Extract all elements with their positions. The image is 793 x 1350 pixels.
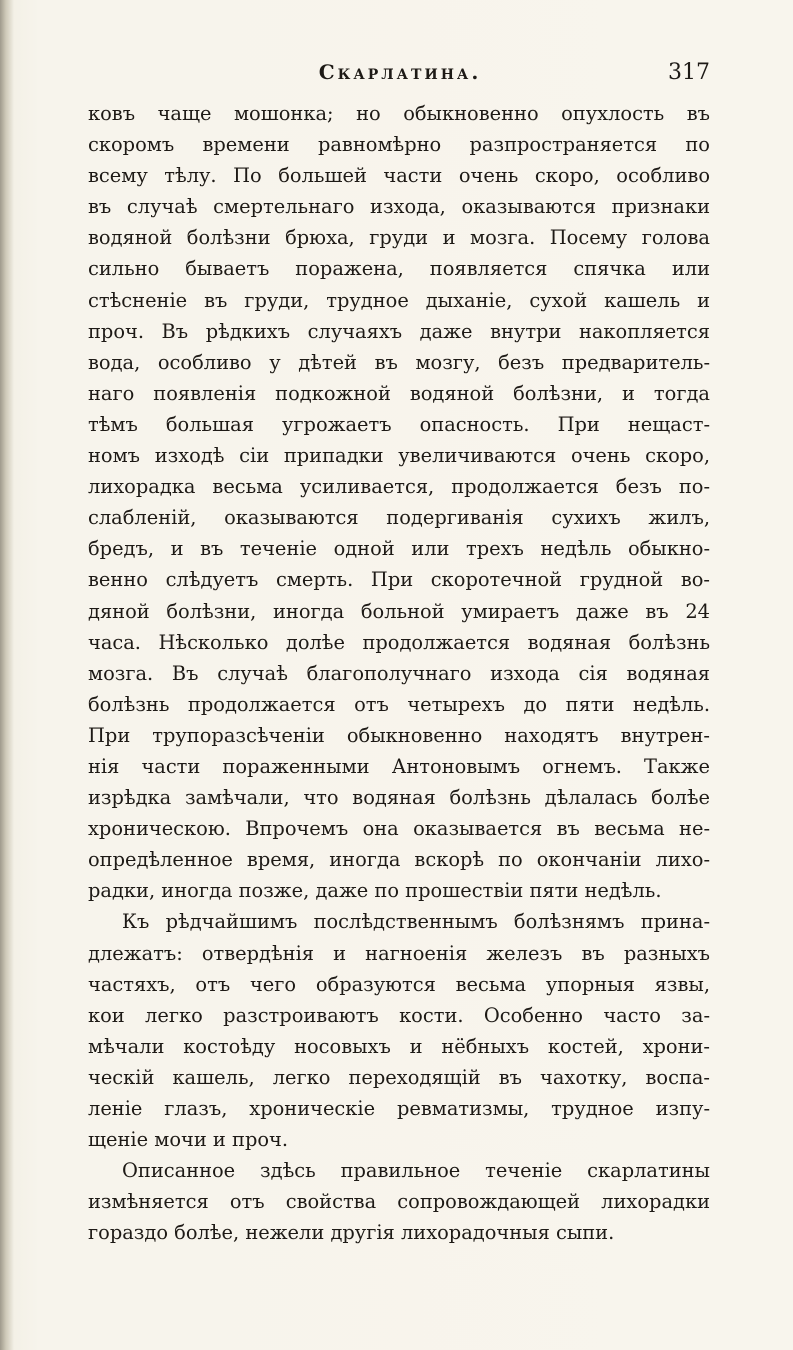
spine-shadow	[0, 0, 14, 1350]
text-line: вода, особливо у дѣтей въ мозгу, безъ предваритель-	[88, 350, 710, 374]
text-line: Къ рѣдчайшимъ послѣдственнымъ болѣзнямъ принa-	[122, 910, 710, 934]
text-line: венно слѣдуетъ смерть. При скоротечной грудной во-	[88, 568, 710, 592]
text-line: хроническою. Впрочемъ она оказывается въ весьма не-	[88, 817, 710, 841]
text-line: стѣсненіе въ груди, трудное дыханіе, сухой кашель и	[88, 288, 710, 312]
text-line: леніе глазъ, хроническіе ревматизмы, трудное изпу-	[88, 1097, 710, 1120]
text-line: Описанное здѣсь правильное теченіе скарлатины	[122, 1159, 710, 1183]
page-title: Скарлатина.	[318, 60, 482, 84]
text-line: всему тѣлу. По большей части очень скоро, особливо	[88, 164, 710, 188]
text-line: щеніе мочи и проч.	[88, 1128, 289, 1152]
text-line: опредѣленное время, иногда вскорѣ по окончаніи лихо-	[88, 848, 710, 872]
text-line: мѣчали костоѣду носовыхъ и нёбныхъ костей, хрони-	[88, 1034, 710, 1058]
running-head	[90, 60, 710, 90]
text-line: тѣмъ большая угрожаетъ опасность. При нещаст-	[88, 412, 710, 436]
text-line: слабленій, оказываются подергиванія сухихъ жилъ,	[88, 506, 710, 530]
page-number: 317	[668, 60, 710, 85]
text-line: мозга. Въ случаѣ благополучнаго изхода сія водяная	[88, 661, 710, 685]
paragraph	[88, 906, 710, 1155]
paragraph	[88, 98, 710, 906]
text-line: измѣняется отъ свойства сопровождающей лихорадки	[88, 1190, 710, 1214]
body-text	[88, 98, 710, 1248]
text-line: гораздо болѣе, нежели другія лихорадочныя сыпи.	[88, 1221, 615, 1245]
text-line: радки, иногда позже, даже по прошествіи пяти недѣль.	[88, 879, 662, 903]
text-line: бредъ, и въ теченіе одной или трехъ недѣль обыкно-	[88, 537, 710, 561]
text-line: кои легко разстроиваютъ кости. Особенно часто за-	[88, 1003, 710, 1027]
paragraph	[88, 1155, 710, 1248]
text-line: наго появленія подкожной водяной болѣзни, и тогда	[88, 381, 710, 405]
text-line: ковъ чаще мошонка; но обыкновенно опухлость въ	[88, 102, 710, 125]
text-line: номъ изходѣ сіи припадки увеличиваются очень скоро,	[88, 444, 710, 468]
text-line: проч. Въ рѣдкихъ случаяхъ даже внутри накопляется	[88, 319, 710, 343]
text-line: изрѣдка замѣчали, что водяная болѣзнь дѣлалась болѣе	[88, 786, 710, 810]
text-line: частяхъ, отъ чего образуются весьма упорныя язвы,	[88, 972, 710, 996]
text-line: При трупоразсѣченіи обыкновенно находятъ внутрен-	[88, 723, 710, 747]
text-line: ческій кашель, легко переходящій въ чахотку, воспа-	[88, 1065, 710, 1089]
text-line: сильно бываетъ поражена, появляется спячка или	[88, 257, 710, 281]
text-line: дяной болѣзни, иногда больной умираетъ даже въ 24	[88, 599, 710, 623]
text-line: болѣзнь продолжается отъ четырехъ до пяти недѣль.	[88, 692, 710, 716]
text-line: длежатъ: отвердѣнія и нагноенія железъ въ разныхъ	[88, 941, 710, 965]
text-line: лихорадка весьма усиливается, продолжается безъ по-	[88, 475, 710, 499]
text-line: нія части пораженными Антоновымъ огнемъ. Также	[88, 754, 710, 778]
text-line: въ случаѣ смертельнаго изхода, оказываются признаки	[88, 195, 710, 219]
text-line: часа. Нѣсколько долѣе продолжается водяная болѣзнь	[88, 630, 710, 654]
text-line: водяной болѣзни брюха, груди и мозга. Посему голова	[88, 226, 710, 250]
text-line: скоромъ времени равномѣрно разпространяется по	[88, 133, 710, 157]
